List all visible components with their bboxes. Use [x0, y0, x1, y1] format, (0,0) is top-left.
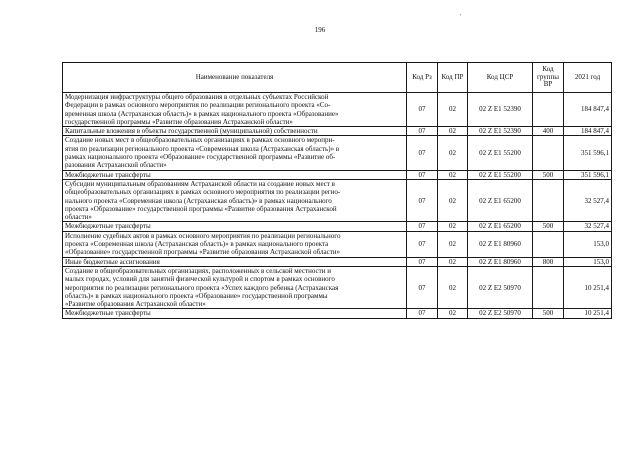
- amount-2021: 32 527,4: [564, 179, 612, 221]
- indicator-name-line: разования Астраханской области»: [65, 161, 167, 170]
- amount-2021: 10 251,4: [564, 266, 612, 308]
- code-vr: 500: [533, 170, 564, 179]
- code-vr: 800: [533, 257, 564, 266]
- indicator-name: [63, 170, 407, 179]
- indicator-name-line: государственной программы «Развитие образования Астраханской области»: [65, 117, 293, 126]
- code-csr: 02 Z E1 55200: [468, 170, 533, 179]
- code-pr: 02: [438, 222, 468, 231]
- code-csr: 02 Z E1 65200: [468, 222, 533, 231]
- code-pr: 02: [438, 266, 468, 308]
- code-vr: 400: [533, 127, 564, 136]
- indicator-name-line: временная школа (Астраханская область)» в рамках национального проекта «Образование»: [65, 109, 339, 118]
- indicator-name: [63, 136, 407, 170]
- code-rz: 07: [407, 222, 438, 231]
- amount-2021: 184 847,4: [564, 127, 612, 136]
- code-vr: 500: [533, 309, 564, 318]
- code-vr: [533, 266, 564, 308]
- code-csr: 02 Z E2 50970: [468, 309, 533, 318]
- amount-2021: 10 251,4: [564, 309, 612, 318]
- indicator-name-line: «Развитие образования Астраханской области»: [65, 300, 206, 309]
- corner-mark: ': [460, 14, 462, 20]
- table-row: [63, 222, 612, 231]
- indicator-name: [63, 127, 407, 136]
- header-csr: Код ЦСР: [468, 63, 533, 93]
- code-rz: 07: [407, 231, 438, 257]
- amount-2021: 184 847,4: [564, 93, 612, 127]
- indicator-name: [63, 266, 407, 308]
- indicator-name-line: Межбюджетные трансферты: [65, 222, 151, 231]
- header-row: [63, 63, 612, 93]
- code-csr: 02 Z E1 55200: [468, 136, 533, 170]
- table-row: [63, 93, 612, 127]
- table-row: [63, 266, 612, 308]
- code-pr: 02: [438, 309, 468, 318]
- code-pr: 02: [438, 170, 468, 179]
- indicator-name-line: рамках национального проекта «Образование» государственной программы «Развитие об-: [65, 153, 336, 162]
- budget-table: [62, 62, 612, 319]
- header-vr: Код группы ВР: [533, 63, 564, 93]
- indicator-name-line: Межбюджетные трансферты: [65, 170, 151, 179]
- indicator-name-line: Капитальные вложения в объекты государственной (муниципальной) собственности: [65, 127, 318, 136]
- header-name: Наименование показателя: [63, 63, 407, 93]
- indicator-name-line: Межбюджетные трансферты: [65, 309, 151, 318]
- code-rz: 07: [407, 309, 438, 318]
- code-rz: 07: [407, 136, 438, 170]
- code-pr: 02: [438, 127, 468, 136]
- table-row: [63, 136, 612, 170]
- indicator-name-line: проекта «Современная школа (Астраханская область)» в рамках национального проекта: [65, 240, 329, 249]
- indicator-name-line: Исполнение судебных актов в рамках основного мероприятия по реализации регионального: [65, 231, 341, 240]
- table-row: [63, 127, 612, 136]
- table-row: [63, 231, 612, 257]
- indicator-name-line: «Образование» государственной программы «Развитие образования Астраханской области»: [65, 248, 340, 257]
- table-row: [63, 309, 612, 318]
- indicator-name-line: область)» в рамках национального проекта «Образование» государственной программы: [65, 291, 328, 300]
- page-number: 196: [314, 26, 326, 34]
- amount-2021: 32 527,4: [564, 222, 612, 231]
- header-year: 2021 год: [564, 63, 612, 93]
- code-pr: 02: [438, 93, 468, 127]
- indicator-name-line: Создание в общеобразовательных организациях, расположенных в сельской местности и: [65, 266, 331, 275]
- code-rz: 07: [407, 170, 438, 179]
- indicator-name-line: Модернизация инфраструктуры общего образования в отдельных субъектах Российской: [65, 93, 329, 101]
- code-vr: [533, 93, 564, 127]
- indicator-name: [63, 231, 407, 257]
- table-row: [63, 179, 612, 221]
- indicator-name: [63, 179, 407, 221]
- indicator-name: [63, 257, 407, 266]
- code-rz: 07: [407, 127, 438, 136]
- header-pr: Код ПР: [438, 63, 468, 93]
- code-rz: 07: [407, 257, 438, 266]
- header-rz: Код Рз: [407, 63, 438, 93]
- code-csr: 02 Z E2 50970: [468, 266, 533, 308]
- indicator-name-line: Создание новых мест в общеобразовательных организациях в рамках основного меропри-: [65, 136, 335, 145]
- indicator-name: [63, 93, 407, 127]
- code-pr: 02: [438, 179, 468, 221]
- indicator-name-line: Федерации в рамках основного мероприятия по реализации регионального проекта «Со-: [65, 101, 331, 110]
- amount-2021: 351 596,1: [564, 170, 612, 179]
- code-vr: [533, 231, 564, 257]
- code-vr: [533, 179, 564, 221]
- code-vr: [533, 136, 564, 170]
- indicator-name-line: Иные бюджетные ассигнования: [65, 257, 160, 266]
- indicator-name-line: нального проекта «Современная школа (Астраханская область)» в рамках национального: [65, 196, 332, 205]
- code-csr: 02 Z E1 80960: [468, 257, 533, 266]
- code-pr: 02: [438, 136, 468, 170]
- code-vr: 500: [533, 222, 564, 231]
- code-csr: 02 Z E1 52390: [468, 93, 533, 127]
- indicator-name-line: области»: [65, 213, 92, 222]
- indicator-name: [63, 309, 407, 318]
- indicator-name-line: малых городах, условий для занятий физической культурой и спортом в рамках основного: [65, 275, 335, 284]
- code-csr: 02 Z E1 65200: [468, 179, 533, 221]
- code-csr: 02 Z E1 80960: [468, 231, 533, 257]
- code-csr: 02 Z E1 52390: [468, 127, 533, 136]
- amount-2021: 153,0: [564, 257, 612, 266]
- indicator-name: [63, 222, 407, 231]
- code-rz: 07: [407, 266, 438, 308]
- code-pr: 02: [438, 257, 468, 266]
- table-row: [63, 257, 612, 266]
- indicator-name-line: мероприятия по реализации регионального проекта «Успех каждого ребенка (Астраханская: [65, 283, 339, 292]
- code-pr: 02: [438, 231, 468, 257]
- indicator-name-line: Субсидии муниципальным образованиям Астраханской области на создание новых мест в: [65, 179, 335, 188]
- indicator-name-line: проекта «Образование» государственной программы «Развитие образования Астраханской: [65, 204, 337, 213]
- code-rz: 07: [407, 93, 438, 127]
- indicator-name-line: общеобразовательных организациях в рамках основного мероприятия по реализации регио-: [65, 188, 341, 197]
- indicator-name-line: ятия по реализации регионального проекта «Современная школа (Астраханская область)» в: [65, 144, 340, 153]
- table-row: [63, 170, 612, 179]
- amount-2021: 153,0: [564, 231, 612, 257]
- amount-2021: 351 596,1: [564, 136, 612, 170]
- code-rz: 07: [407, 179, 438, 221]
- table-body: [63, 93, 612, 319]
